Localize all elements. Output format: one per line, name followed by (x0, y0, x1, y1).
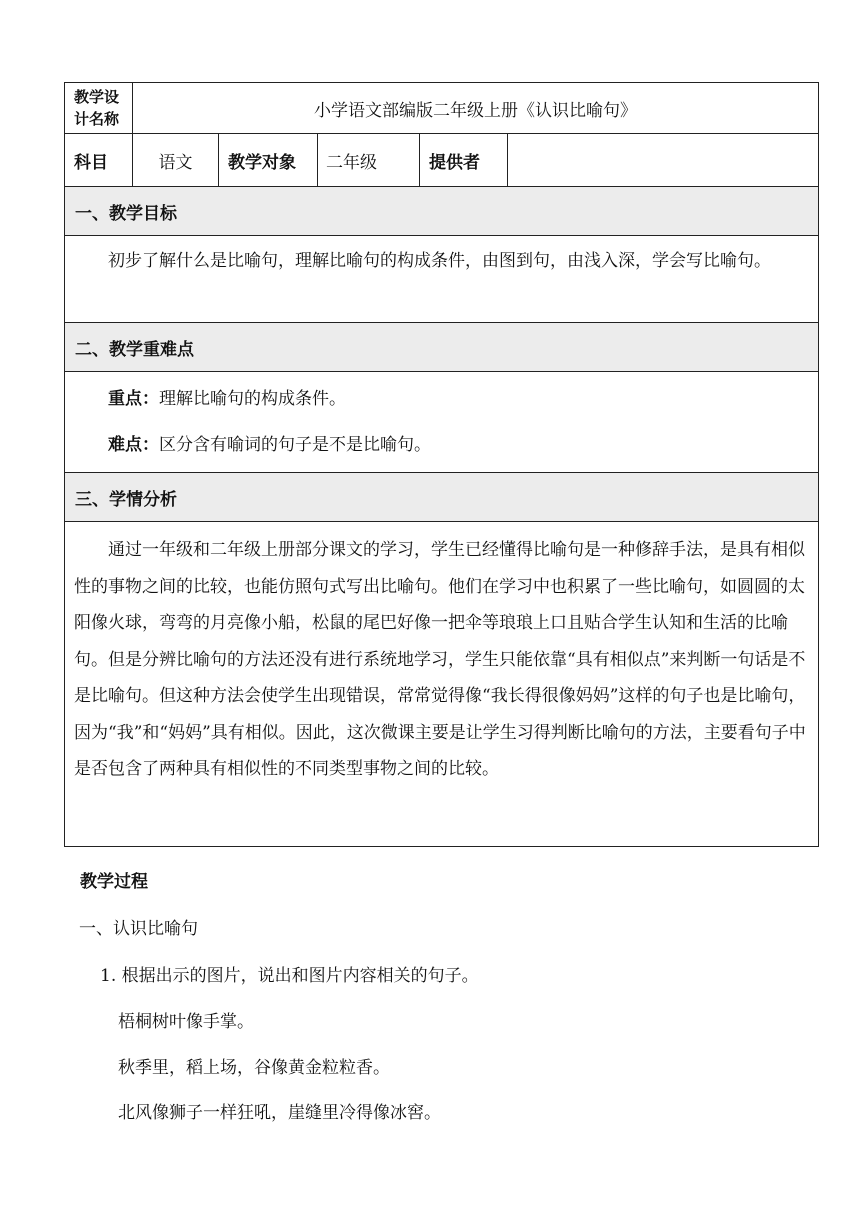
focus-line (74, 376, 810, 422)
difficulty-line (74, 422, 810, 468)
lesson-plan-table (64, 82, 819, 847)
audience-label: 教学对象 (219, 134, 318, 187)
analysis-heading-row (65, 473, 819, 522)
keypoints-heading: 二、教学重难点 (65, 323, 819, 372)
design-name-label-line1: 教学设 (74, 88, 120, 106)
info-row (65, 134, 819, 187)
process-part1: 一、认识比喻句 (79, 919, 198, 939)
goals-text: 初步了解什么是比喻句，理解比喻句的构成条件，由图到句，由浅入深，学会写比喻句。 (108, 251, 771, 271)
example-sentence-3: 北风像狮子一样狂吼，崖缝里冷得像冰窖。 (118, 1103, 441, 1123)
example-sentence-2: 秋季里，稻上场，谷像黄金粒粒香。 (118, 1058, 390, 1078)
goals-body-row (65, 236, 819, 323)
subject-label: 科目 (65, 134, 133, 187)
keypoints-body-row (65, 372, 819, 473)
subject-value: 语文 (133, 134, 219, 187)
lesson-title: 小学语文部编版二年级上册《认识比喻句》 (133, 83, 819, 134)
goals-body (65, 236, 819, 323)
keypoints-body (65, 372, 819, 473)
goals-heading-row (65, 187, 819, 236)
analysis-heading: 三、学情分析 (65, 473, 819, 522)
keypoints-heading-row (65, 323, 819, 372)
analysis-text: 通过一年级和二年级上册部分课文的学习，学生已经懂得比喻句是一种修辞手法，是具有相似性的事物之间的比较，也能仿照句式写出比喻句。他们在学习中也积累了一些比喻句，如圆圆的太阳像火球，弯弯的月亮像小船，松鼠的尾巴好像一把伞等琅琅上口且贴合学生认知和生活的比喻句。但是分辨比喻句的方法还没有进行系统地学习，学生只能依靠“具有相似点”来判断一句话是不是比喻句。但这种方法会使学生出现错误，常常觉得像“我长得很像妈妈”这样的句子也是比喻句，因为“我”和“妈妈”具有相似。因此，这次微课主要是让学生习得判断比喻句的方法，主要看句子中是否包含了两种具有相似性的不同类型事物之间的比较。 (74, 540, 806, 779)
process-step1: 1. 根据出示的图片，说出和图片内容相关的句子。 (100, 966, 479, 986)
process-heading: 教学过程 (80, 872, 148, 892)
example-sentence-1: 梧桐树叶像手掌。 (118, 1012, 254, 1032)
focus-label: 重点： (108, 389, 159, 409)
goals-heading: 一、教学目标 (65, 187, 819, 236)
difficulty-label: 难点： (108, 435, 159, 455)
analysis-body (65, 522, 819, 847)
provider-label: 提供者 (420, 134, 508, 187)
title-row (65, 83, 819, 134)
analysis-body-row (65, 522, 819, 847)
focus-text: 理解比喻句的构成条件。 (159, 389, 346, 409)
design-name-label (65, 83, 133, 134)
audience-value: 二年级 (318, 134, 420, 187)
difficulty-text: 区分含有喻词的句子是不是比喻句。 (159, 435, 431, 455)
design-name-label-line2: 计名称 (74, 110, 120, 128)
provider-value (508, 134, 819, 187)
